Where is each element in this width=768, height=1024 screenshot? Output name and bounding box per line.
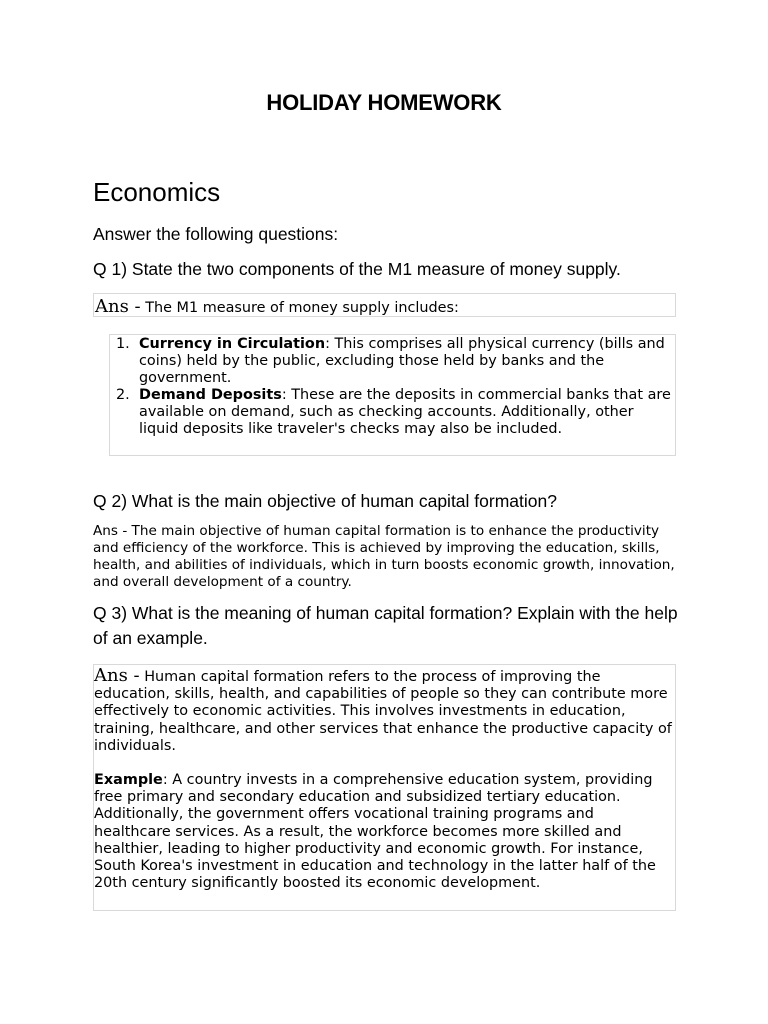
- list-item-number: 1.: [116, 336, 130, 352]
- question-1: Q 1) State the two components of the M1 measure of money supply.: [93, 259, 621, 279]
- example-paragraph: [94, 772, 675, 892]
- question-3: Q 3) What is the meaning of human capital formation? Explain with the help of an example.: [93, 603, 678, 648]
- subject-heading: Economics: [93, 177, 221, 207]
- answer-3-text: Human capital formation refers to the process of improving the education, skills, health, and capabilities of people so they can contribute more effectively to economic activities. This involves investments in education, training, healthcare, and other services that enhance the productive capacity of individuals.: [94, 669, 672, 754]
- instruction-text: Answer the following questions:: [93, 224, 339, 244]
- example-label: Example: [94, 772, 163, 789]
- list-item: [110, 336, 675, 387]
- answer-3-lead: Ans -: [94, 665, 140, 686]
- answer-3-box: [93, 664, 676, 911]
- answer-2: Ans - The main objective of human capital formation is to enhance the productivity and efficiency of the workforce. This is achieved by improving the education, skills, health, and abilities of individuals, which in turn boosts economic growth, innovation, and overall development of a country.: [93, 523, 675, 590]
- page-title: HOLIDAY HOMEWORK: [266, 90, 502, 115]
- answer-3-paragraph: [94, 667, 675, 755]
- list-item: [110, 387, 675, 438]
- list-item-text: : This comprises all physical currency (bills and coins) held by the public, excluding those held by banks and the government.: [139, 336, 665, 386]
- paragraph-gap: [94, 755, 675, 772]
- list-item-term: Demand Deposits: [139, 387, 282, 403]
- answer-1-lead: Ans -: [95, 296, 141, 317]
- question-2: Q 2) What is the main objective of human capital formation?: [93, 491, 557, 511]
- example-text: : A country invests in a comprehensive education system, providing free primary and secondary education and subsidized tertiary education. Additionally, the government offers vocational training programs and healthcare services. As a result, the workforce becomes more skilled and healthier, leading to higher productivity and economic growth. For instance, South Korea's investment in education and technology in the latter half of the 20th century significantly boosted its economic development.: [94, 772, 656, 892]
- list-item-number: 2.: [116, 387, 130, 403]
- answer-1-box: [93, 293, 676, 317]
- answer-1-intro: The M1 measure of money supply includes:: [140, 300, 459, 316]
- list-item-text: : These are the deposits in commercial banks that are available on demand, such as checking accounts. Additionally, other liquid deposits like traveler's checks may also be included.: [139, 387, 671, 437]
- components-list: [110, 336, 675, 438]
- list-item-term: Currency in Circulation: [139, 336, 326, 352]
- components-list-box: [109, 334, 676, 456]
